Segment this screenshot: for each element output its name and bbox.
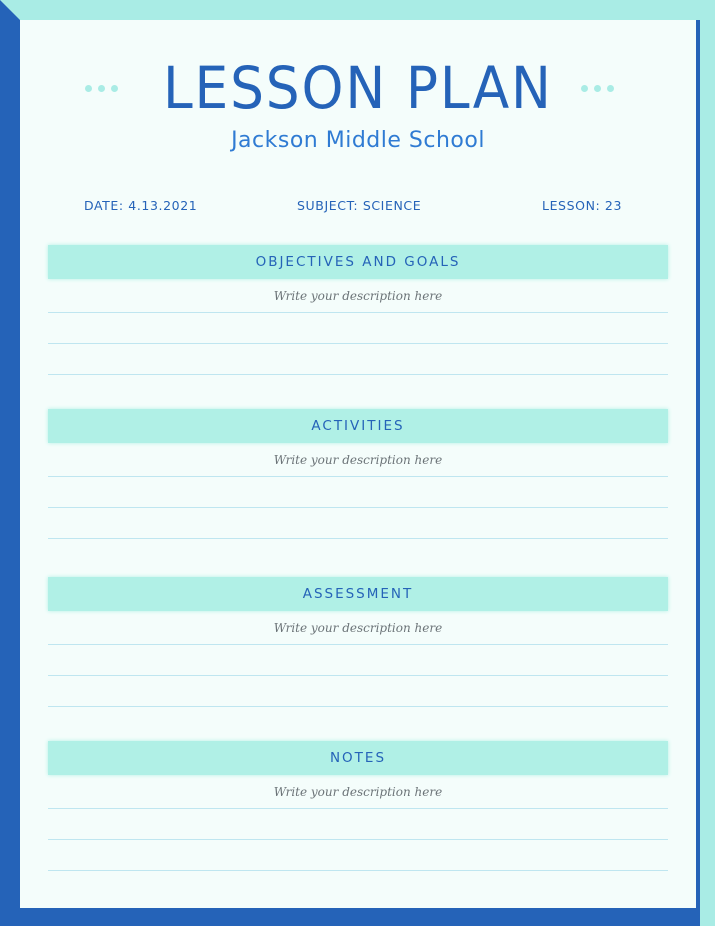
writing-line[interactable] — [48, 809, 668, 840]
writing-line[interactable] — [48, 645, 668, 676]
description-field[interactable]: Write your description here — [48, 775, 668, 809]
section-header: ASSESSMENT — [48, 577, 668, 611]
school-name: Jackson Middle School — [231, 128, 485, 153]
writing-line[interactable] — [48, 840, 668, 871]
lesson-plan-page — [20, 20, 696, 908]
section-assessment — [48, 577, 668, 707]
lesson-field: LESSON: 23 — [542, 198, 623, 213]
writing-line[interactable] — [48, 477, 668, 508]
section-notes — [48, 741, 668, 871]
section-header: OBJECTIVES AND GOALS — [48, 245, 668, 279]
description-field[interactable]: Write your description here — [48, 611, 668, 645]
writing-line[interactable] — [48, 344, 668, 375]
writing-line[interactable] — [48, 676, 668, 707]
writing-line[interactable] — [48, 508, 668, 539]
section-objectives — [48, 245, 668, 375]
description-field[interactable]: Write your description here — [48, 279, 668, 313]
description-field[interactable]: Write your description here — [48, 443, 668, 477]
date-field: DATE: 4.13.2021 — [84, 198, 198, 213]
writing-line[interactable] — [48, 313, 668, 344]
title-row — [20, 50, 696, 126]
section-header: ACTIVITIES — [48, 409, 668, 443]
subject-field: SUBJECT: SCIENCE — [297, 198, 422, 213]
page-title: LESSON PLAN — [163, 54, 553, 122]
section-activities — [48, 409, 668, 539]
section-header: NOTES — [48, 741, 668, 775]
